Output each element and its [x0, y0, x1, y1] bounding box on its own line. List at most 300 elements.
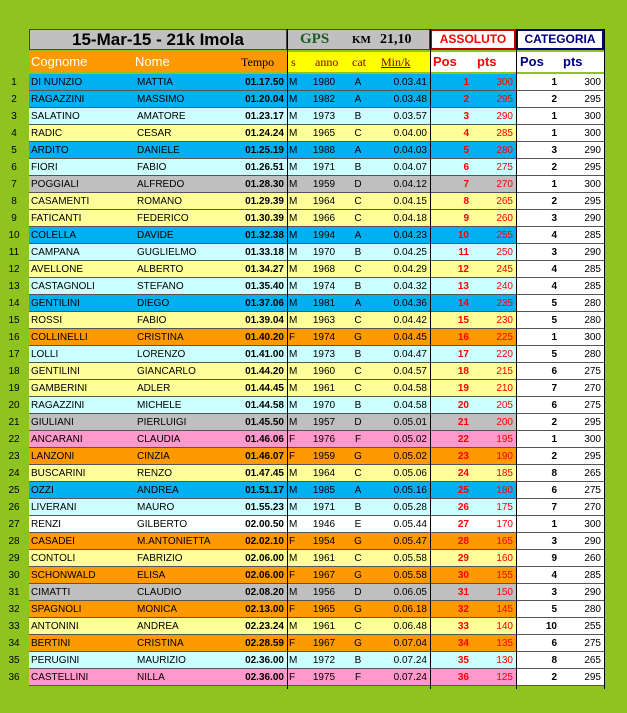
cell-cognome: AVELLONE [29, 261, 135, 278]
cell-pos: 1 [430, 74, 472, 91]
cell-cat: C [345, 550, 371, 567]
cell-anno: 1964 [303, 193, 345, 210]
row-number: 21 [8, 417, 20, 428]
cell-cat: G [345, 329, 371, 346]
cell-cpts: 300 [560, 74, 604, 91]
cell-anno: 1959 [303, 176, 345, 193]
cell-pos: 31 [430, 584, 472, 601]
cell-cat: F [345, 431, 371, 448]
cell-cat: C [345, 125, 371, 142]
cell-tempo: 02.13.00 [235, 601, 287, 618]
cell-pos: 8 [430, 193, 472, 210]
cell-pos: 12 [430, 261, 472, 278]
cell-min: 0.03.41 [371, 74, 430, 91]
cell-pts: 200 [472, 414, 516, 431]
cell-pts: 245 [472, 261, 516, 278]
cell-cpts: 255 [560, 618, 604, 635]
categoria-cell [516, 29, 604, 50]
cell-cpos: 2 [516, 669, 560, 686]
cell-pos: 17 [430, 346, 472, 363]
cell-cpts: 300 [560, 125, 604, 142]
row-number: 18 [8, 366, 20, 377]
cell-nome: ANDREA [135, 482, 235, 499]
cell-pos: 7 [430, 176, 472, 193]
cell-anno: 1973 [303, 108, 345, 125]
cell-nome: CLAUDIA [135, 431, 235, 448]
cell-min: 0.06.18 [371, 601, 430, 618]
cell-nome: MONICA [135, 601, 235, 618]
assoluto-cell [430, 29, 516, 50]
cell-nome: CESAR [135, 125, 235, 142]
cell-nome: AMATORE [135, 108, 235, 125]
cell-pts: 150 [472, 584, 516, 601]
cell-anno: 1981 [303, 295, 345, 312]
assoluto-label: ASSOLUTO [439, 32, 507, 46]
cell-anno: 1960 [303, 363, 345, 380]
cell-cpos: 1 [516, 516, 560, 533]
cell-anno: 1961 [303, 380, 345, 397]
cell-nome: DIEGO [135, 295, 235, 312]
cell-cat: G [345, 567, 371, 584]
cell-min: 0.04.12 [371, 176, 430, 193]
cell-s: M [287, 346, 303, 363]
cell-cognome: CONTOLI [29, 550, 135, 567]
cell-cpts: 275 [560, 482, 604, 499]
cell-s: F [287, 567, 303, 584]
cell-anno: 1965 [303, 601, 345, 618]
row-number: 7 [11, 179, 17, 190]
row-number: 31 [8, 587, 20, 598]
cell-s: M [287, 584, 303, 601]
cell-min: 0.04.23 [371, 227, 430, 244]
cell-anno: 1967 [303, 567, 345, 584]
cell-pos: 36 [430, 669, 472, 686]
cell-cognome: ANCARANI [29, 431, 135, 448]
categoria-label: CATEGORIA [524, 32, 596, 46]
cell-cpos: 2 [516, 414, 560, 431]
cell-cpts: 280 [560, 601, 604, 618]
cell-tempo: 01.35.40 [235, 278, 287, 295]
cell-nome: NILLA [135, 669, 235, 686]
cell-cat: B [345, 159, 371, 176]
cell-anno: 1980 [303, 74, 345, 91]
cell-min: 0.04.25 [371, 244, 430, 261]
row-number: 4 [11, 128, 17, 139]
cell-pts: 285 [472, 125, 516, 142]
cell-cpos: 3 [516, 142, 560, 159]
col-header-assoluto [430, 52, 516, 72]
cell-pos: 3 [430, 108, 472, 125]
cell-pos: 32 [430, 601, 472, 618]
cell-cognome: ANTONINI [29, 618, 135, 635]
col-pos: Pos [433, 54, 457, 69]
cell-anno: 1963 [303, 312, 345, 329]
cell-min: 0.05.44 [371, 516, 430, 533]
cell-pos: 28 [430, 533, 472, 550]
cell-s: M [287, 227, 303, 244]
cell-cpos: 2 [516, 448, 560, 465]
cell-tempo: 01.32.38 [235, 227, 287, 244]
cell-cpts: 260 [560, 550, 604, 567]
cell-min: 0.04.15 [371, 193, 430, 210]
cell-anno: 1965 [303, 125, 345, 142]
cell-cat: B [345, 499, 371, 516]
cell-pos: 24 [430, 465, 472, 482]
cell-min: 0.04.32 [371, 278, 430, 295]
cell-cognome: PERUGINI [29, 652, 135, 669]
cell-cognome: BERTINI [29, 635, 135, 652]
cell-cpts: 270 [560, 499, 604, 516]
cell-tempo: 02.36.00 [235, 652, 287, 669]
cell-cpos: 6 [516, 482, 560, 499]
cell-cpos: 2 [516, 159, 560, 176]
cell-nome: FEDERICO [135, 210, 235, 227]
cell-cat: F [345, 669, 371, 686]
cell-anno: 1975 [303, 669, 345, 686]
cell-anno: 1961 [303, 550, 345, 567]
cell-pts: 280 [472, 142, 516, 159]
cell-tempo: 01.45.50 [235, 414, 287, 431]
cell-nome: STEFANO [135, 278, 235, 295]
cell-tempo: 01.51.17 [235, 482, 287, 499]
row-number: 3 [11, 111, 17, 122]
col-cpos: Pos [520, 54, 544, 69]
cell-cognome: CAMPANA [29, 244, 135, 261]
cell-s: M [287, 74, 303, 91]
row-number: 1 [11, 77, 17, 88]
cell-min: 0.05.01 [371, 414, 430, 431]
cell-tempo: 01.25.19 [235, 142, 287, 159]
cell-nome: LORENZO [135, 346, 235, 363]
cell-cpts: 285 [560, 278, 604, 295]
cell-nome: MATTIA [135, 74, 235, 91]
cell-cpts: 265 [560, 465, 604, 482]
cell-cpos: 6 [516, 363, 560, 380]
cell-pos: 33 [430, 618, 472, 635]
cell-min: 0.04.00 [371, 125, 430, 142]
cell-cpts: 275 [560, 363, 604, 380]
cell-min: 0.05.06 [371, 465, 430, 482]
cell-s: M [287, 193, 303, 210]
cell-cpts: 300 [560, 108, 604, 125]
cell-pos: 26 [430, 499, 472, 516]
cell-cpos: 1 [516, 108, 560, 125]
cell-cpos: 6 [516, 635, 560, 652]
cell-anno: 1974 [303, 278, 345, 295]
col-pts: pts [477, 54, 497, 69]
cell-tempo: 01.23.17 [235, 108, 287, 125]
col-anno: anno [315, 55, 339, 69]
cell-min: 0.07.04 [371, 635, 430, 652]
cell-cat: G [345, 533, 371, 550]
cell-cat: A [345, 142, 371, 159]
cell-cat: C [345, 363, 371, 380]
cell-anno: 1959 [303, 448, 345, 465]
cell-cpos: 5 [516, 312, 560, 329]
cell-cat: C [345, 210, 371, 227]
cell-tempo: 02.08.20 [235, 584, 287, 601]
cell-cognome: RADIC [29, 125, 135, 142]
row-number: 16 [8, 332, 20, 343]
race-title: 15-Mar-15 - 21k Imola [72, 30, 244, 49]
cell-pos: 5 [430, 142, 472, 159]
cell-cognome: CASAMENTI [29, 193, 135, 210]
row-number: 19 [8, 383, 20, 394]
cell-tempo: 01.41.00 [235, 346, 287, 363]
cell-s: M [287, 261, 303, 278]
gps-cell [287, 29, 430, 50]
row-number: 22 [8, 434, 20, 445]
row-number: 25 [8, 485, 20, 496]
cell-pts: 250 [472, 244, 516, 261]
col-tempo: Tempo [241, 55, 275, 69]
cell-min: 0.03.48 [371, 91, 430, 108]
cell-cpts: 290 [560, 533, 604, 550]
cell-anno: 1973 [303, 346, 345, 363]
cell-pos: 15 [430, 312, 472, 329]
cell-pts: 145 [472, 601, 516, 618]
cell-anno: 1961 [303, 618, 345, 635]
cell-cpts: 280 [560, 346, 604, 363]
cell-pts: 275 [472, 159, 516, 176]
cell-pos: 19 [430, 380, 472, 397]
cell-s: M [287, 465, 303, 482]
cell-cognome: ROSSI [29, 312, 135, 329]
cell-cpos: 4 [516, 278, 560, 295]
cell-pts: 260 [472, 210, 516, 227]
cell-cpos: 4 [516, 567, 560, 584]
cell-cpos: 1 [516, 74, 560, 91]
cell-cognome: CASTAGNOLI [29, 278, 135, 295]
cell-min: 0.04.45 [371, 329, 430, 346]
cell-min: 0.05.16 [371, 482, 430, 499]
cell-pts: 185 [472, 465, 516, 482]
cell-s: M [287, 397, 303, 414]
cell-nome: GILBERTO [135, 516, 235, 533]
cell-s: M [287, 176, 303, 193]
cell-pos: 11 [430, 244, 472, 261]
cell-cat: C [345, 312, 371, 329]
cell-cat: G [345, 601, 371, 618]
cell-nome: CRISTINA [135, 329, 235, 346]
cell-tempo: 01.29.39 [235, 193, 287, 210]
row-number: 2 [11, 94, 17, 105]
cell-s: F [287, 533, 303, 550]
cell-pts: 170 [472, 516, 516, 533]
title-cell [29, 29, 287, 50]
cell-nome: ROMANO [135, 193, 235, 210]
cell-nome: FABRIZIO [135, 550, 235, 567]
cell-pts: 210 [472, 380, 516, 397]
cell-min: 0.06.48 [371, 618, 430, 635]
cell-s: M [287, 618, 303, 635]
cell-tempo: 01.20.04 [235, 91, 287, 108]
cell-cpts: 275 [560, 397, 604, 414]
cell-s: M [287, 414, 303, 431]
cell-cpos: 1 [516, 125, 560, 142]
cell-anno: 1956 [303, 584, 345, 601]
cell-pos: 14 [430, 295, 472, 312]
cell-s: F [287, 635, 303, 652]
cell-cognome: LOLLI [29, 346, 135, 363]
cell-pos: 10 [430, 227, 472, 244]
row-number: 24 [8, 468, 20, 479]
cell-cognome: SPAGNOLI [29, 601, 135, 618]
cell-cpts: 300 [560, 329, 604, 346]
cell-tempo: 01.46.07 [235, 448, 287, 465]
cell-cpts: 300 [560, 176, 604, 193]
cell-cpos: 10 [516, 618, 560, 635]
cell-tempo: 01.44.45 [235, 380, 287, 397]
cell-cpos: 1 [516, 431, 560, 448]
cell-cpts: 295 [560, 414, 604, 431]
cell-s: M [287, 312, 303, 329]
cell-min: 0.04.18 [371, 210, 430, 227]
cell-cpts: 295 [560, 159, 604, 176]
cell-cpts: 290 [560, 584, 604, 601]
row-number: 23 [8, 451, 20, 462]
cell-cognome: CASTELLINI [29, 669, 135, 686]
col-header-left [29, 52, 287, 72]
row-number: 10 [8, 230, 20, 241]
cell-tempo: 02.06.00 [235, 550, 287, 567]
cell-s: F [287, 669, 303, 686]
row-number: 14 [8, 298, 20, 309]
cell-anno: 1970 [303, 397, 345, 414]
row-number: 6 [11, 162, 17, 173]
cell-nome: DANIELE [135, 142, 235, 159]
cell-s: M [287, 380, 303, 397]
col-cognome: Cognome [31, 54, 88, 69]
cell-cognome: RENZI [29, 516, 135, 533]
cell-cpts: 295 [560, 448, 604, 465]
cell-tempo: 01.37.06 [235, 295, 287, 312]
cell-pts: 240 [472, 278, 516, 295]
cell-cat: B [345, 108, 371, 125]
cell-cpos: 4 [516, 227, 560, 244]
row-number: 8 [11, 196, 17, 207]
cell-cognome: BUSCARINI [29, 465, 135, 482]
row-number: 33 [8, 621, 20, 632]
row-number: 11 [8, 247, 20, 258]
cell-cpos: 7 [516, 380, 560, 397]
cell-cognome: GENTILINI [29, 363, 135, 380]
cell-cognome: DI NUNZIO [29, 74, 135, 91]
cell-pts: 135 [472, 635, 516, 652]
cell-cpos: 5 [516, 601, 560, 618]
cell-anno: 1971 [303, 159, 345, 176]
cell-cognome: GIULIANI [29, 414, 135, 431]
cell-cpos: 9 [516, 550, 560, 567]
cell-s: M [287, 516, 303, 533]
cell-anno: 1974 [303, 329, 345, 346]
cell-tempo: 02.36.00 [235, 669, 287, 686]
cell-cat: A [345, 482, 371, 499]
cell-pts: 195 [472, 431, 516, 448]
col-cpts: pts [563, 54, 583, 69]
cell-s: M [287, 159, 303, 176]
divider-line [430, 29, 431, 689]
cell-anno: 1994 [303, 227, 345, 244]
cell-min: 0.04.03 [371, 142, 430, 159]
row-number: 13 [8, 281, 20, 292]
cell-cognome: GAMBERINI [29, 380, 135, 397]
cell-cognome: COLLINELLI [29, 329, 135, 346]
cell-pos: 21 [430, 414, 472, 431]
cell-cat: G [345, 448, 371, 465]
cell-nome: ALFREDO [135, 176, 235, 193]
cell-pos: 25 [430, 482, 472, 499]
cell-pts: 230 [472, 312, 516, 329]
cell-s: M [287, 125, 303, 142]
cell-nome: GIANCARLO [135, 363, 235, 380]
cell-nome: DAVIDE [135, 227, 235, 244]
cell-nome: RENZO [135, 465, 235, 482]
cell-cpos: 2 [516, 91, 560, 108]
cell-min: 0.04.07 [371, 159, 430, 176]
cell-pos: 34 [430, 635, 472, 652]
cell-cognome: SALATINO [29, 108, 135, 125]
cell-s: M [287, 91, 303, 108]
cell-s: F [287, 329, 303, 346]
cell-cognome: RAGAZZINI [29, 397, 135, 414]
cell-nome: CINZIA [135, 448, 235, 465]
cell-cat: G [345, 635, 371, 652]
cell-tempo: 01.17.50 [235, 74, 287, 91]
cell-pos: 2 [430, 91, 472, 108]
cell-cat: B [345, 244, 371, 261]
cell-tempo: 01.47.45 [235, 465, 287, 482]
cell-pos: 18 [430, 363, 472, 380]
cell-cat: D [345, 414, 371, 431]
cell-pts: 300 [472, 74, 516, 91]
cell-min: 0.04.47 [371, 346, 430, 363]
cell-anno: 1967 [303, 635, 345, 652]
cell-anno: 1968 [303, 261, 345, 278]
cell-s: F [287, 448, 303, 465]
cell-cat: D [345, 584, 371, 601]
cell-cpts: 295 [560, 669, 604, 686]
cell-tempo: 02.06.00 [235, 567, 287, 584]
cell-cpts: 265 [560, 652, 604, 669]
cell-cpts: 285 [560, 227, 604, 244]
cell-cat: B [345, 397, 371, 414]
cell-min: 0.05.02 [371, 431, 430, 448]
cell-cpts: 280 [560, 312, 604, 329]
cell-cpos: 3 [516, 210, 560, 227]
cell-cpts: 270 [560, 380, 604, 397]
cell-cat: A [345, 74, 371, 91]
cell-pts: 215 [472, 363, 516, 380]
cell-pos: 16 [430, 329, 472, 346]
cell-cpos: 3 [516, 244, 560, 261]
cell-pts: 235 [472, 295, 516, 312]
cell-pts: 175 [472, 499, 516, 516]
cell-cat: B [345, 346, 371, 363]
cell-pts: 160 [472, 550, 516, 567]
row-number: 5 [11, 145, 17, 156]
cell-cpos: 7 [516, 499, 560, 516]
row-number: 27 [8, 519, 20, 530]
cell-tempo: 01.26.51 [235, 159, 287, 176]
cell-cpts: 290 [560, 244, 604, 261]
cell-cognome: CIMATTI [29, 584, 135, 601]
cell-cat: A [345, 295, 371, 312]
cell-pos: 9 [430, 210, 472, 227]
cell-cognome: SCHONWALD [29, 567, 135, 584]
row-number: 32 [8, 604, 20, 615]
divider-line [516, 29, 517, 689]
